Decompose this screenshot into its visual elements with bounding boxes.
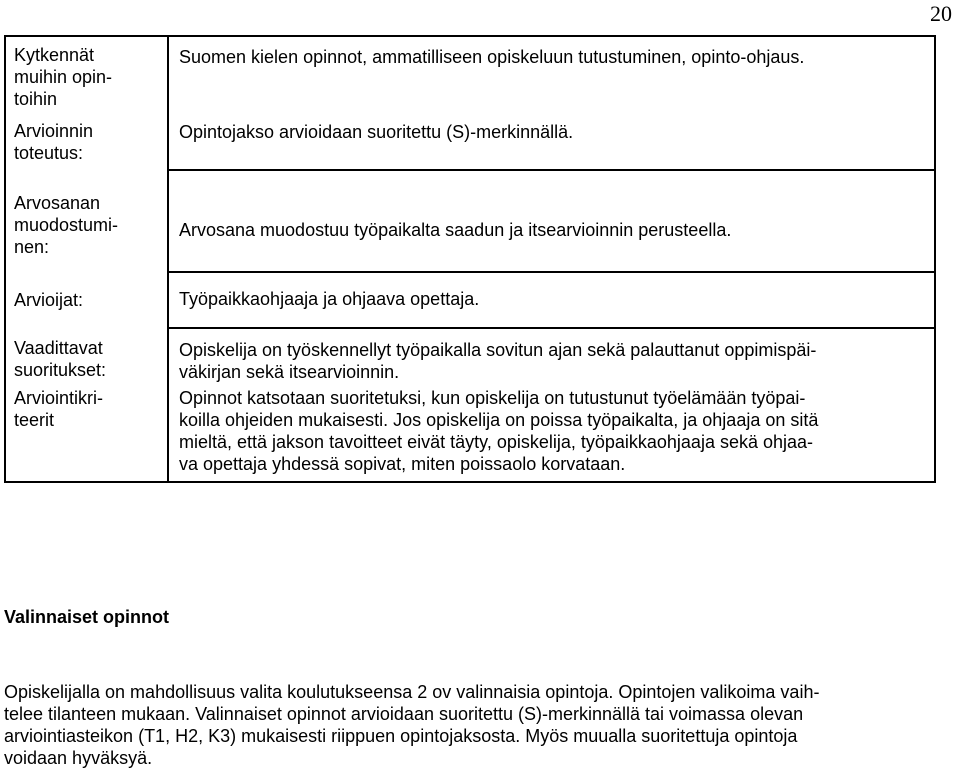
label-vaadittavat-suoritukset: Vaadittavat suoritukset: bbox=[14, 338, 107, 380]
page-number: 20 bbox=[930, 1, 952, 26]
course-info-table bbox=[4, 35, 936, 483]
section-heading-valinnaiset: Valinnaiset opinnot bbox=[4, 607, 170, 627]
label-kytkennat: Kytkennät muihin opin- toihin bbox=[14, 45, 113, 109]
cell-arviointikriteerit: Opinnot katsotaan suoritetuksi, kun opiskelija on tutustunut työelämään työpai- koilla ohjeiden mukaisesti. Jos opiskelija on poissa työpaikalta, ja ohjaaja on sitä mieltä, että jakson tavoitteet eivät täyty, opiskelija, työpaikkaohjaaja sekä ohjaa- va opettaja yhdessä sopivat, miten poissaolo korvataan. bbox=[179, 388, 819, 474]
cell-arvioijat: Työpaikkaohjaaja ja ohjaava opettaja. bbox=[179, 289, 480, 309]
cell-vaadittavat-suoritukset: Opiskelija on työskennellyt työpaikalla sovitun ajan sekä palauttanut oppimispäi- väkirjan sekä itsearvioinnin. bbox=[179, 340, 817, 382]
cell-arvioinnin-toteutus: Opintojakso arvioidaan suoritettu (S)-merkinnällä. bbox=[179, 122, 574, 142]
row-divider bbox=[169, 169, 934, 171]
label-arviointikriteerit: Arviointikri- teerit bbox=[14, 388, 104, 430]
cell-kytkennat: Suomen kielen opinnot, ammatilliseen opiskeluun tutustuminen, opinto-ohjaus. bbox=[179, 47, 805, 67]
cell-arvosanan-muodostuminen: Arvosana muodostuu työpaikalta saadun ja itsearvioinnin perusteella. bbox=[179, 220, 732, 240]
label-arvioijat: Arvioijat: bbox=[14, 290, 84, 310]
row-divider bbox=[169, 327, 934, 329]
label-arvosanan-muodostuminen: Arvosanan muodostumi- nen: bbox=[14, 193, 119, 257]
row-divider bbox=[169, 271, 934, 273]
valinnaiset-paragraph: Opiskelijalla on mahdollisuus valita koulutukseensa 2 ov valinnaisia opintoja. Opintojen valikoima vaih- telee tilanteen mukaan. Valinnaiset opinnot arvioidaan suoritettu (S)-merkinnällä tai voimassa olevan arviointiasteikon (T1, H2, K3) mukaisesti riippuen opintojaksosta. Myös muualla suoritettuja opintoja voidaan hyväksyä. bbox=[4, 682, 820, 768]
column-divider bbox=[167, 37, 169, 481]
label-arvioinnin-toteutus: Arvioinnin toteutus: bbox=[14, 121, 94, 163]
